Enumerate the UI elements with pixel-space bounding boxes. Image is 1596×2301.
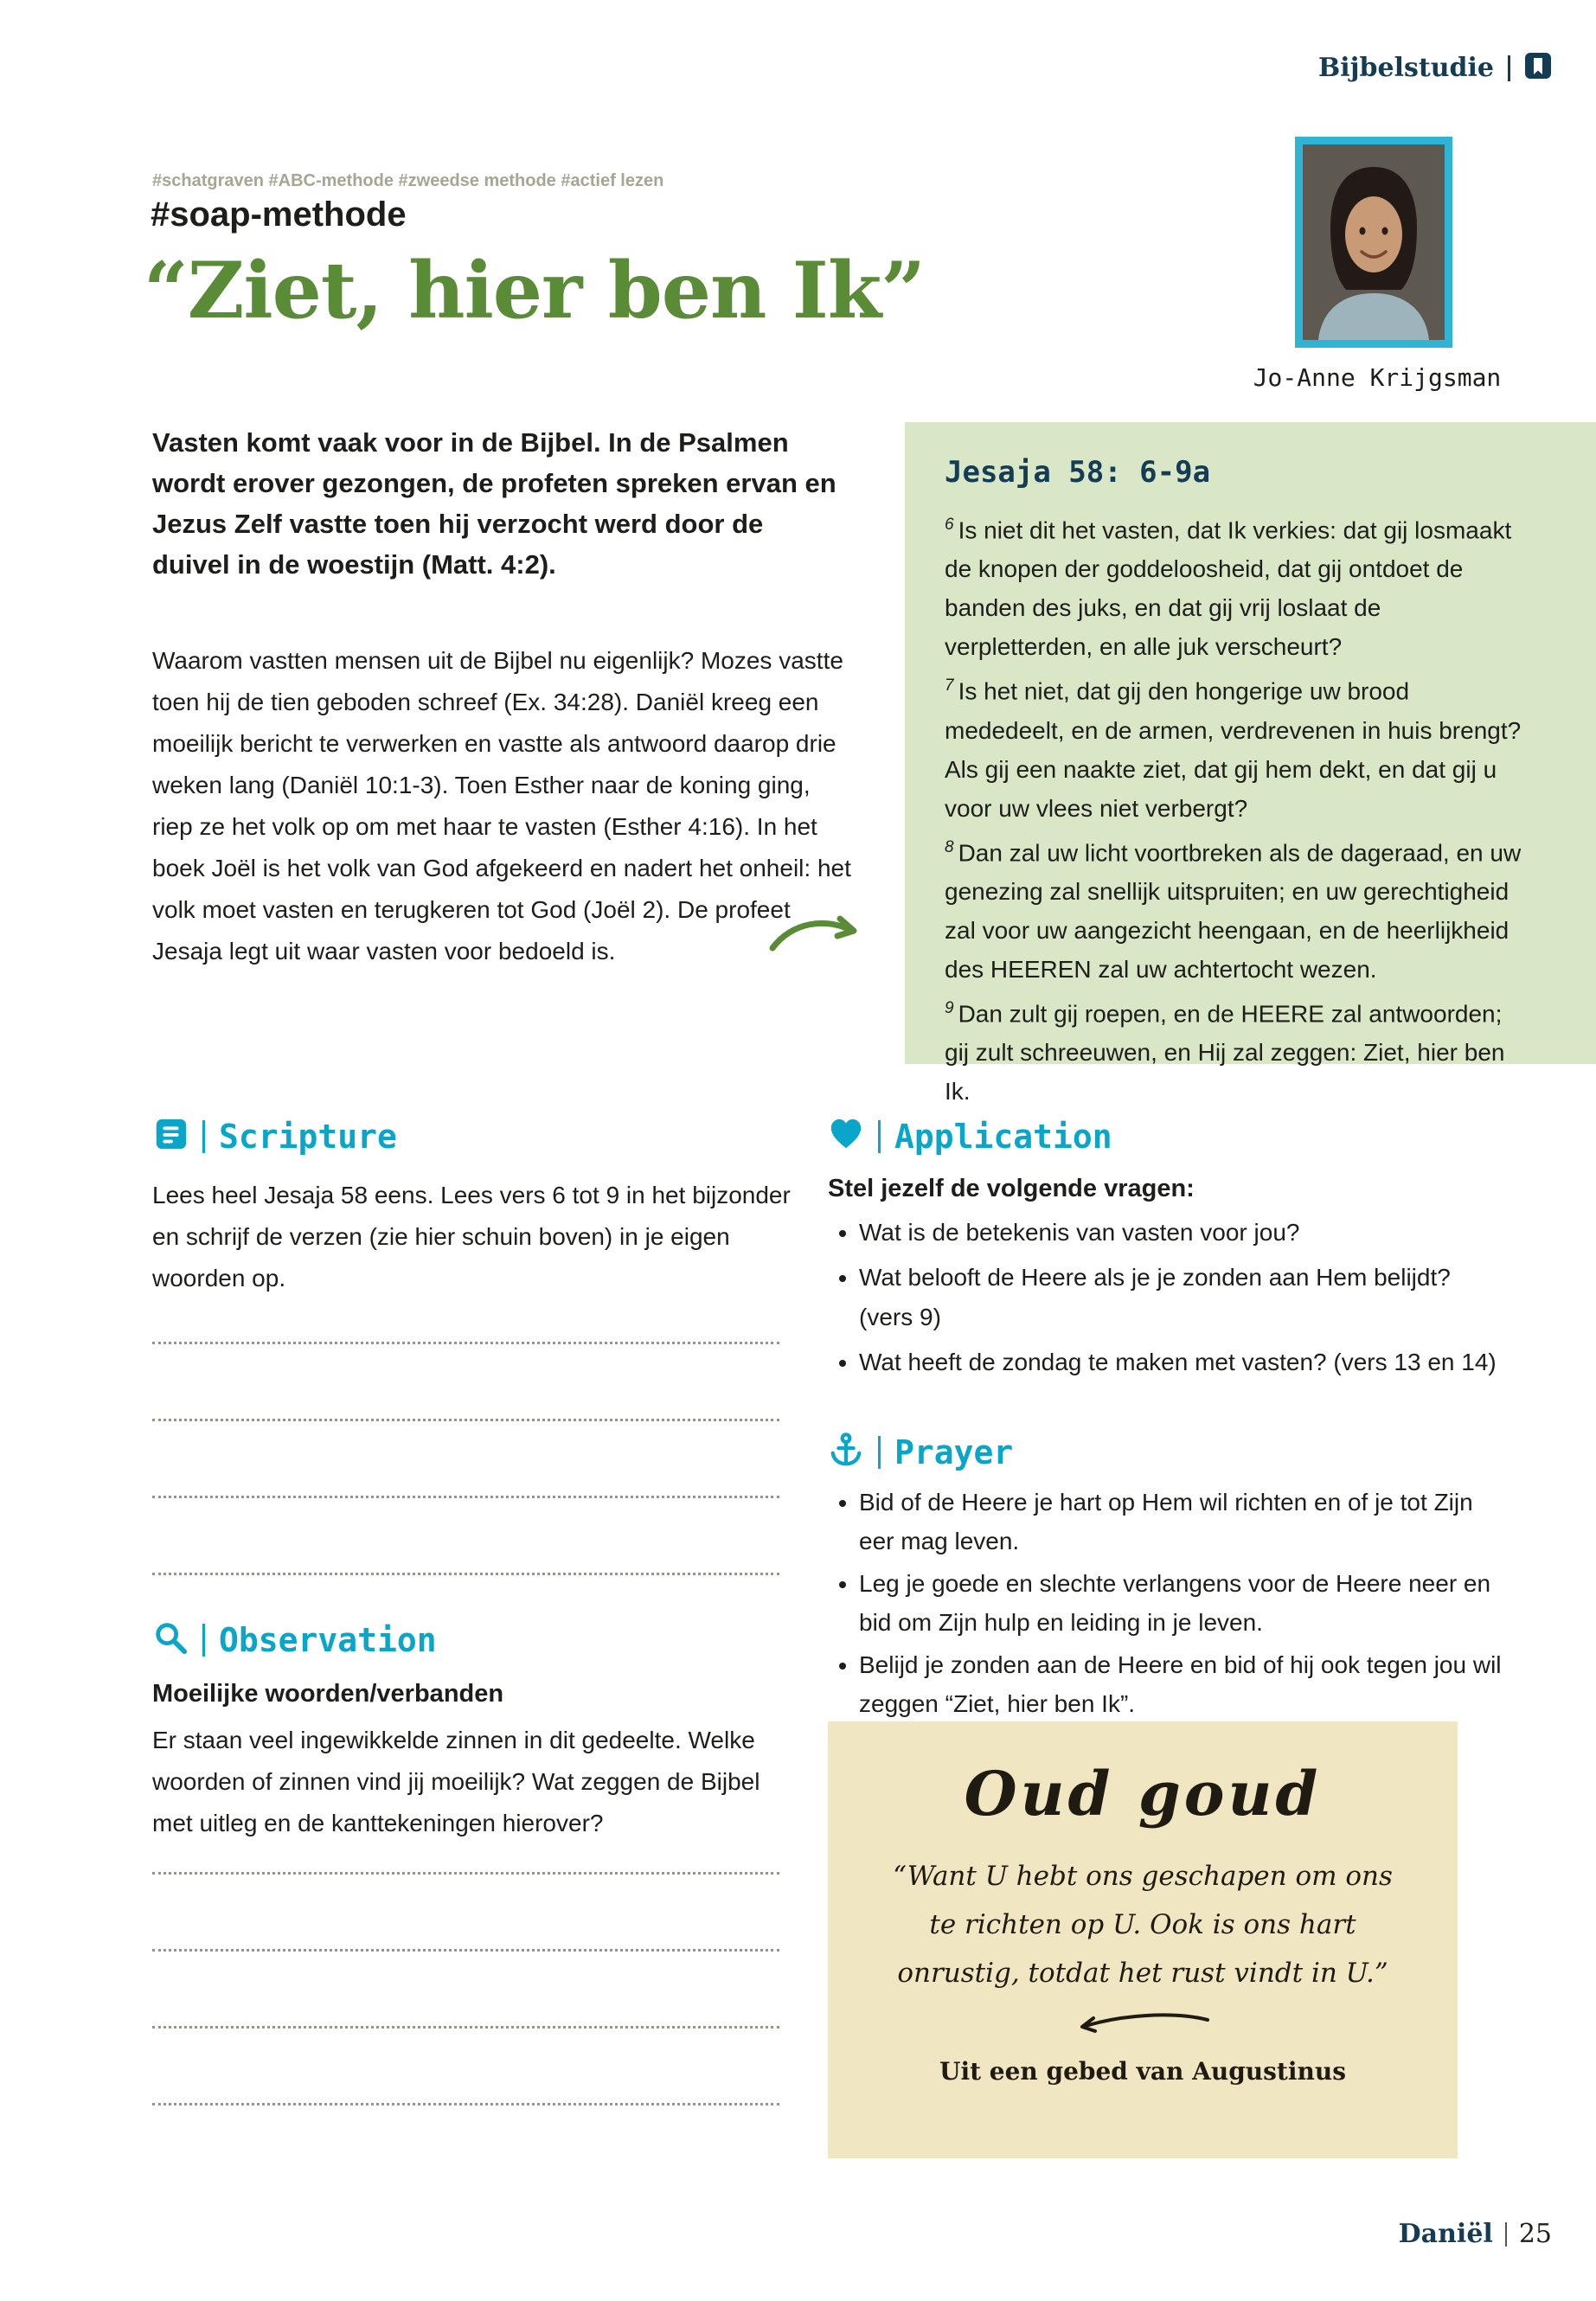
- verse: [945, 666, 1532, 827]
- application-question: • Wat is de betekenis van vasten voor jou?: [859, 1213, 1506, 1253]
- verse: [945, 505, 1532, 666]
- answer-line: [152, 2103, 779, 2106]
- heading-divider: [202, 1624, 205, 1657]
- section-label: Prayer: [894, 1433, 1014, 1471]
- section-heading-prayer: [828, 1432, 1013, 1472]
- verse-number: 7: [945, 676, 954, 695]
- prayer-points: [828, 1483, 1506, 1727]
- section-label: Observation: [219, 1620, 437, 1659]
- answer-line: [152, 1419, 779, 1421]
- answer-line: [152, 1573, 779, 1575]
- section-label: Application: [894, 1117, 1112, 1156]
- quote-text: “Want U hebt ons geschapen om ons te richten op U. Ook is ons hart onrustig, totdat het rust vindt in U.”: [893, 1861, 1393, 1989]
- section-heading-application: [828, 1116, 1112, 1157]
- author-photo: [1295, 137, 1452, 348]
- application-questions: [828, 1213, 1506, 1388]
- kicker-divider: [1508, 55, 1510, 81]
- answer-line: [152, 1872, 779, 1875]
- application-subtitle: Stel jezelf de volgende vragen:: [828, 1175, 1195, 1202]
- verse-number: 6: [945, 516, 954, 534]
- heart-icon: [828, 1116, 864, 1157]
- scroll-icon: [152, 1116, 189, 1157]
- page-number: 25: [1518, 2219, 1552, 2249]
- page-title: “Ziet, hier ben Ik”: [144, 245, 925, 336]
- heading-divider: [878, 1120, 881, 1153]
- kicker-label: Bijbelstudie: [1317, 53, 1494, 83]
- verse-text: Is niet dit het vasten, dat Ik verkies: dat gij losmaakt de knopen der goddeloosheid, dat gij ontdoet de banden des juks, en dat gij vrij loslaat de verpletterden, en alle juk verscheurt?: [945, 516, 1512, 661]
- prayer-point: • Leg je goede en slechte verlangens voor de Heere neer en bid om Zijn hulp en leiding in je leven.: [859, 1564, 1506, 1642]
- verse-text: Dan zult gij roepen, en de HEERE zal antwoorden; gij zult schreeuwen, en Hij zal zeggen: Ziet, hier ben Ik.: [945, 1000, 1505, 1106]
- bookmark-icon: [1524, 52, 1552, 84]
- answer-line: [152, 2026, 779, 2029]
- scripture-body: Lees heel Jesaja 58 eens. Lees vers 6 tot 9 in het bijzonder en schrijf de verzen (zie hier schuin boven) in je eigen woorden op.: [152, 1182, 791, 1292]
- body-paragraph: Waarom vastten mensen uit de Bijbel nu eigenlijk? Mozes vastte toen hij de tien geboden schreef (Ex. 34:28). Daniël kreeg een moeilijk bericht te verwerken en vastte als antwoord daarop drie weken lang (Daniël 10:1-3). Toen Esther naar de koning ging, riep ze het volk op om met haar te vasten (Esther 4:16). In het boek Joël is het volk van God afgekeerd en nadert het onheil: het volk moet vasten en terugkeren tot God (Joël 2). De profeet Jesaja legt uit waar vasten voor bedoeld is.: [152, 647, 851, 965]
- anchor-icon: [828, 1432, 864, 1472]
- observation-subtitle: Moeilijke woorden/verbanden: [152, 1680, 504, 1708]
- verse: [945, 989, 1532, 1111]
- section-label: Scripture: [219, 1117, 397, 1156]
- verse-number: 8: [945, 837, 954, 856]
- verse-text: Is het niet, dat gij den hongerige uw brood mededeelt, en de armen, verdrevenen in huis brengt? Als gij een naakte ziet, dat gij hem dekt, en dat gij u voor uw vlees niet verbergt?: [945, 677, 1522, 822]
- application-question: • Wat heeft de zondag te maken met vasten? (vers 13 en 14): [859, 1343, 1506, 1382]
- footer-divider: [1505, 2222, 1507, 2247]
- answer-line: [152, 1949, 779, 1952]
- verse-box-title: Jesaja 58: 6-9a: [945, 455, 1211, 490]
- prayer-point: • Bid of de Heere je hart op Hem wil richten en of je tot Zijn eer mag leven.: [859, 1483, 1506, 1561]
- heading-divider: [878, 1436, 881, 1469]
- page-footer: [1399, 2219, 1552, 2249]
- verse-box: [905, 422, 1596, 1106]
- answer-line: [152, 1496, 779, 1498]
- hashtags: #schatgraven #ABC-methode #zweedse methode #actief lezen: [152, 171, 664, 190]
- quote-box: [828, 1721, 1458, 2158]
- page-kicker: [1318, 52, 1552, 84]
- intro-paragraph: Vasten komt vaak voor in de Bijbel. In de Psalmen wordt erover gezongen, de profeten spreken ervan en Jezus Zelf vastte toen hij verzocht werd door de duivel in de woestijn (Matt. 4:2).: [152, 427, 836, 580]
- observation-body: Er staan veel ingewikkelde zinnen in dit gedeelte. Welke woorden of zinnen vind jij moeilijk? Wat zeggen de Bijbel met uitleg en de kanttekeningen hierover?: [152, 1727, 760, 1836]
- verse: [945, 828, 1532, 989]
- quote-box-title: Oud goud: [964, 1758, 1322, 1830]
- answer-line: [152, 1342, 779, 1344]
- verse-number: 9: [945, 998, 954, 1017]
- verse-text: Dan zal uw licht voortbreken als de dageraad, en uw genezing zal snellijk uitspruiten; en uw gerechtigheid zal voor uw aangezicht heengaan, en de heerlijkheid des HEEREN zal uw achtertocht wezen.: [945, 838, 1522, 983]
- section-heading-observation: [152, 1619, 437, 1660]
- flourish-arrow-icon: [828, 2009, 1458, 2043]
- curved-arrow-icon: [766, 907, 868, 965]
- heading-divider: [202, 1120, 205, 1153]
- magnifier-icon: [152, 1619, 189, 1660]
- application-question: • Wat belooft de Heere als je je zonden aan Hem belijdt? (vers 9): [859, 1258, 1506, 1337]
- quote-attribution: Uit een gebed van Augustinus: [939, 2057, 1346, 2086]
- footer-book: Daniël: [1398, 2219, 1493, 2249]
- prayer-point: • Belijd je zonden aan de Heere en bid of hij ook tegen jou wil zeggen “Ziet, hier ben Ik”.: [859, 1645, 1506, 1723]
- method-tag: #soap-methode: [151, 195, 407, 234]
- section-heading-scripture: [152, 1116, 397, 1157]
- author-name: Jo-Anne Krijgsman: [1253, 363, 1502, 392]
